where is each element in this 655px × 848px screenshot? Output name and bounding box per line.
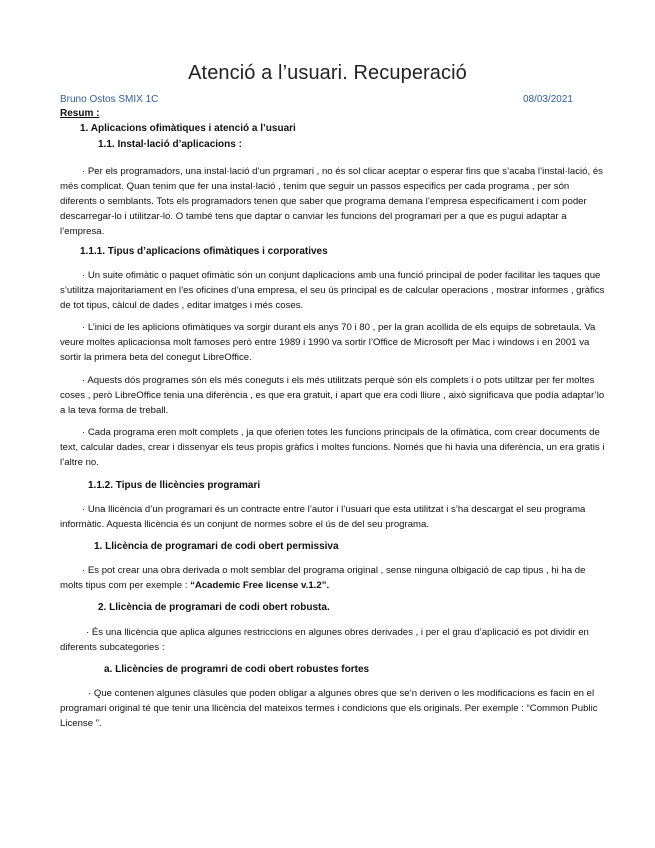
paragraph-robustes-fortes: · Que contenen algunes clàsules que poden obligar a algunes obres que se’n deriven o les modificacions es facin en el programari original té que tenir una llicència del mateixos termes i condicions que els originals. Per exemple : “Common Public License ”. <box>60 688 598 729</box>
subheading-robustes-fortes: a. Llicències de programri de codi obert robustes fortes <box>104 664 370 675</box>
paragraph-programes-coneguts: · Aquests dós programes són els més coneguts i els més utilitzats perquè són els complets i o pots utiltzar per fer moltes coses , però LibreOffice tenia una diferència , es que era gratuit, i apart que era codi lliure , això significava que podía adaptar’lo a la teva forma de treball. <box>60 375 605 416</box>
document-title: Atenció a l’usuari. Recuperació <box>188 62 467 84</box>
section-1-1-1-heading: 1.1.1. Tipus d’aplicacions ofimàtiques i corporatives <box>80 246 328 257</box>
section-1-1-2-heading: 1.1.2. Tipus de llicències programari <box>88 480 261 491</box>
paragraph-installacio: · Per els programadors, una instal·lació d’un prgramari , no és sol clicar aceptar o esperar fins que s’acaba l’instal·lació, és més complicat. Quan tenim que fer una instal·lació , tenim que seguir un passos especifics per cada programa , per són diferents o semblants. Tots els programadors tenen que saber que programa demana l’empresa especificament i com poder descarregar-lo i utilitzar-lo. O també tens que daptar o canviar les funcions del programari per a que es pugui adaptar a l’empresa. <box>60 166 603 237</box>
section-1-1-heading: 1.1. Instal·lació d’aplicacions : <box>98 139 242 150</box>
section-1-heading: 1. Aplicacions ofimàtiques i atenció a l’usuari <box>80 123 296 134</box>
resum-label: Resum : <box>60 108 100 119</box>
paragraph-robusta: · És una llicència que aplica algunes restriccions en algunes obres derivades , i per el grau d’aplicació es pot dividir en diferents subcategories : <box>60 627 589 653</box>
paragraph-inici-aplicacions: · L’inici de les aplicions ofimàtiques va sorgir durant els anys 70 i 80 , per la gran acollida de els equips de sobretaula. Va veure moltes aplicacionsa molt famoses però entre 1989 i 1990 va sortir l’Office de Microsoft per Mac i windows i en 2001 va sortir la primera beta del conegut LibreOffice. <box>60 322 596 363</box>
paragraph-suite-ofimatic: · Un suite ofimàtic o paquet ofimàtic són un conjunt daplicacions amb una funció principal de poder facilitar les taques que s’utilitza majoritariament en l’es oficines d’una empresa, el seu ús principal es de calcular operacions , mostrar informes , gràfics de tot tipus, càlcul de dades , editar imatges i més coses. <box>60 270 605 311</box>
document-date: 08/03/2021 <box>522 94 573 105</box>
paragraph-permissiva-text: · Es pot crear una obra derivada o molt semblar del programa original , sense ninguna olbigació de cap tipus , hi ha de molts tipus com per exemple : <box>60 565 586 591</box>
author-line: Bruno Ostos SMIX 1C <box>60 94 159 105</box>
paragraph-llicencia: · Una llicència d’un programari és un contracte entre l’autor i l’usuari que esta utilitzat i s’ha descargat el seu programa informàtic. Aquesta llicència és un conjunt de normes sobre el ús de del seu programa. <box>60 504 586 530</box>
paragraph-permissiva <box>60 563 608 593</box>
license-example-afl: “Academic Free license v.1.2”. <box>190 580 330 591</box>
subheading-llicencia-robusta: 2. Llicència de programari de codi obert robusta. <box>98 602 330 613</box>
paragraph-programes-complets: · Cada programa eren molt complets , ja que oferien totes les funcions principals de la ofimàtica, com crear documents de text, calcular dades, crear i dissenyar els teus propis gràfics i moltes funcions. Només que hi havia una diferència, un era gratis i l’altre no. <box>60 427 605 468</box>
subheading-llicencia-permissiva: 1. Llicència de programari de codi obert permissiva <box>94 541 339 552</box>
